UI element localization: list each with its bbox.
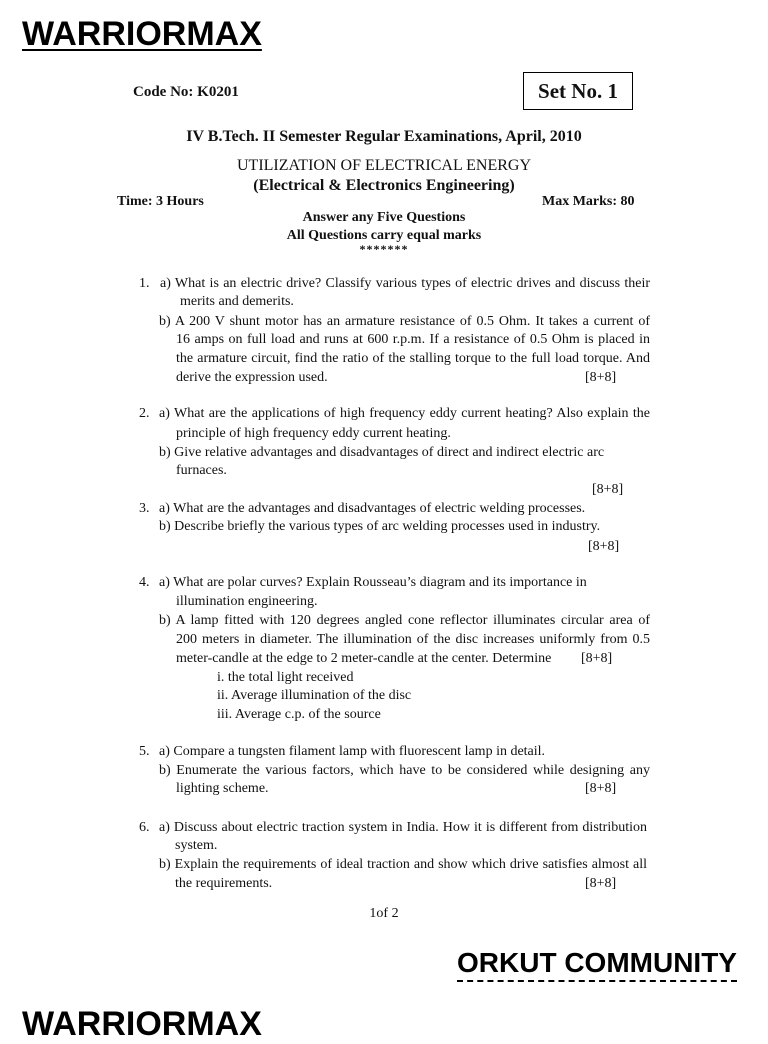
q3-number: 3. [139, 501, 150, 516]
q6-part-b-line1: b) Explain the requirements of ideal traction and show which drive satisfies almost all [159, 857, 647, 872]
q2-number: 2. [139, 406, 150, 421]
q4-sub-i: i. the total light received [217, 670, 354, 685]
q5-part-a-line1: a) Compare a tungsten filament lamp with fluorescent lamp in detail. [159, 744, 546, 759]
q2-part-b-line2: furnaces. [176, 463, 227, 478]
q5-marks: [8+8] [585, 781, 617, 796]
exam-title: IV B.Tech. II Semester Regular Examinations, April, 2010 [186, 128, 582, 145]
q1-part-b-line2: 16 amps on full load and runs at 600 r.p.m. If a resistance of 0.5 Ohm is placed in [176, 332, 650, 347]
q2-part-a-line2: principle of high frequency eddy current heating. [176, 426, 451, 441]
q4-part-a-line2: illumination engineering. [176, 594, 318, 609]
q4-part-b-line3: meter-candle at the edge to 2 meter-candle at the center. Determine [176, 651, 552, 666]
q1-part-b-line4: derive the expression used. [176, 370, 328, 385]
q6-part-b-line2: the requirements. [175, 876, 273, 891]
set-number-box: Set No. 1 [523, 72, 633, 110]
q2-part-b-line1: b) Give relative advantages and disadvantages of direct and indirect electric arc [159, 445, 605, 460]
q4-part-b-line2: 200 meters in diameter. The illumination of the disc increases uniformly from 0.5 [176, 632, 650, 647]
instruction-answer: Answer any Five Questions [302, 210, 466, 225]
q6-number: 6. [139, 820, 150, 835]
q4-part-b-line1: b) A lamp fitted with 120 degrees angled cone reflector illuminates circular area of [159, 613, 650, 628]
branch-title: (Electrical & Electronics Engineering) [253, 177, 515, 194]
q2-marks: [8+8] [592, 482, 624, 497]
q3-part-b-line1: b) Describe briefly the various types of arc welding processes used in industry. [159, 519, 601, 534]
subject-title: UTILIZATION OF ELECTRICAL ENERGY [236, 157, 532, 174]
q1-marks: [8+8] [585, 370, 617, 385]
community-label: ORKUT COMMUNITY [457, 947, 737, 982]
q5-part-b-line2: lighting scheme. [176, 781, 269, 796]
page-number: 1of 2 [369, 906, 399, 921]
q2-part-a-line1: a) What are the applications of high frequency eddy current heating? Also explain the [159, 406, 650, 421]
q6-marks: [8+8] [585, 876, 617, 891]
q6-part-a-line2: system. [175, 838, 218, 853]
instruction-marks: All Questions carry equal marks [286, 228, 482, 243]
q4-sub-ii: ii. Average illumination of the disc [217, 688, 412, 703]
q1-number: 1. [139, 276, 150, 291]
q1-part-a-line1: a) What is an electric drive? Classify various types of electric drives and discuss their [160, 276, 650, 291]
stars-divider: ******* [359, 242, 409, 256]
q6-part-a-line1: a) Discuss about electric traction system in India. How it is different from distribution [159, 820, 647, 835]
q3-marks: [8+8] [588, 539, 620, 554]
q5-part-b-line1: b) Enumerate the various factors, which have to be considered while designing any [159, 763, 650, 778]
q1-part-b-line3: the armature circuit, find the ratio of the stalling torque to the full load torque. And [176, 351, 650, 366]
q4-number: 4. [139, 575, 150, 590]
max-marks-label: Max Marks: 80 [542, 194, 635, 209]
brand-logo-top: WARRIORMAX [22, 15, 262, 53]
q3-part-a-line1: a) What are the advantages and disadvantages of electric welding processes. [159, 501, 586, 516]
exam-code: Code No: K0201 [133, 84, 239, 100]
q4-part-a-line1: a) What are polar curves? Explain Rousseau’s diagram and its importance in [159, 575, 587, 590]
q1-part-b-line1: b) A 200 V shunt motor has an armature resistance of 0.5 Ohm. It takes a current of [159, 314, 650, 329]
q4-sub-iii: iii. Average c.p. of the source [217, 707, 381, 722]
q5-number: 5. [139, 744, 150, 759]
q4-marks: [8+8] [581, 651, 613, 666]
brand-logo-bottom: WARRIORMAX [22, 1005, 262, 1043]
q1-part-a-line2: merits and demerits. [180, 294, 294, 309]
time-label: Time: 3 Hours [117, 194, 204, 209]
